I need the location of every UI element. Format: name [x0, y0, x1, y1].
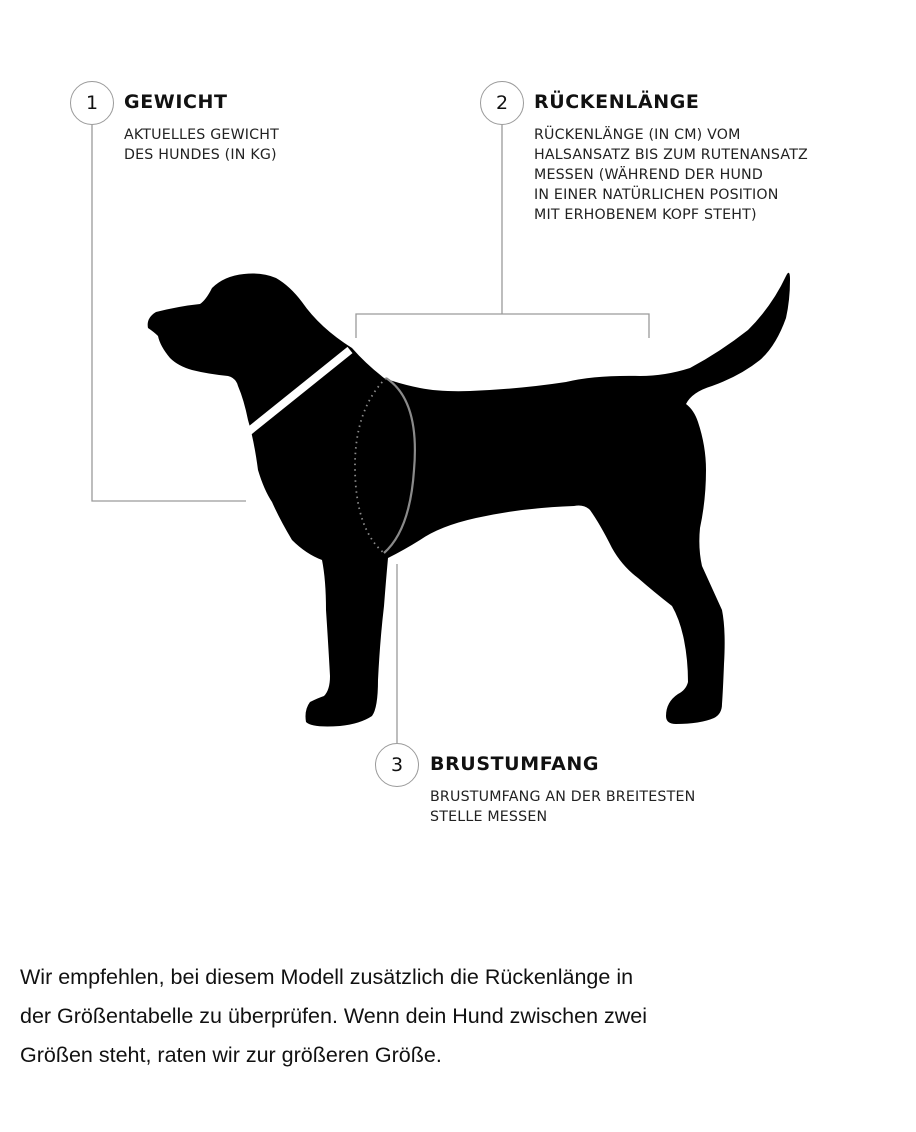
- title-chest-girth: BRUSTUMFANG: [430, 753, 600, 775]
- size-recommendation-note: [20, 958, 900, 1075]
- description-weight: [124, 125, 279, 165]
- description-line: STELLE MESSEN: [430, 809, 548, 825]
- note-line: der Größentabelle zu überprüfen. Wenn dein Hund zwischen zwei: [20, 1004, 648, 1028]
- badge-number-1: 1: [70, 81, 114, 125]
- description-line: MESSEN (WÄHREND DER HUND: [534, 167, 763, 183]
- badge-number-3: 3: [375, 743, 419, 787]
- badge-number-2: 2: [480, 81, 524, 125]
- title-back-length: RÜCKENLÄNGE: [534, 91, 700, 113]
- title-weight: GEWICHT: [124, 91, 228, 113]
- back-length-bracket: [356, 314, 649, 338]
- description-back-length: [534, 125, 808, 225]
- note-line: Größen steht, raten wir zur größeren Größe.: [20, 1043, 442, 1067]
- note-line: Wir empfehlen, bei diesem Modell zusätzlich die Rückenlänge in: [20, 965, 634, 989]
- description-line: BRUSTUMFANG AN DER BREITESTEN: [430, 789, 696, 805]
- description-chest-girth: [430, 787, 695, 827]
- description-line: IN EINER NATÜRLICHEN POSITION: [534, 187, 779, 203]
- description-line: HALSANSATZ BIS ZUM RUTENANSATZ: [534, 147, 808, 163]
- description-line: AKTUELLES GEWICHT: [124, 127, 280, 143]
- description-line: RÜCKENLÄNGE (IN CM) VOM: [534, 127, 741, 143]
- dog-silhouette-icon: [148, 273, 790, 727]
- description-line: MIT ERHOBENEM KOPF STEHT): [534, 207, 757, 223]
- description-line: DES HUNDES (IN KG): [124, 147, 277, 163]
